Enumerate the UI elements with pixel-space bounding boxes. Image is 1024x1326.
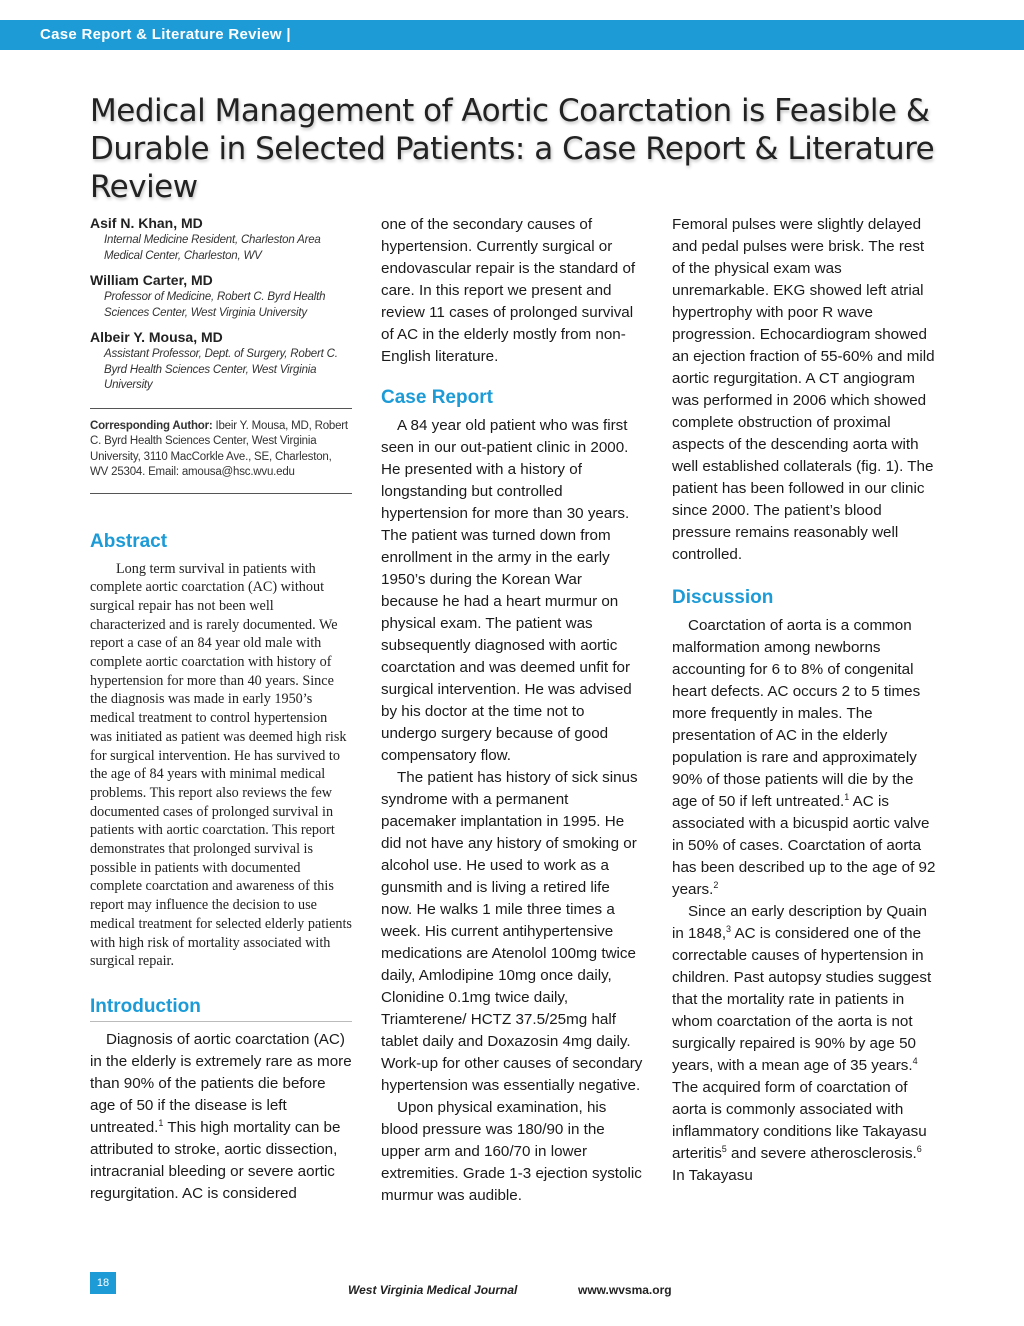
text-run: Diagnosis of aortic coarctation (AC) in the elderly is extremely rare as more than 90% of the patients die before age of 50 if the disease is left untreated. xyxy=(90,1030,352,1136)
abstract-text: Long term survival in patients with complete aortic coarctation (AC) without surgical repair has not been well characterized and is rarely documented. We report a case of an 84 year old male with complete aortic coarctation with history of hypertension for more than 40 years. Since the diagnosis was made in early 1950’s medical treatment to control hypertension was initiated as patient was deemed high risk for surgical intervention. He has survived to the age of 84 years with minimal medical problems. This report also reviews the few documented cases of prolonged survival in patients with aortic coarctation. This report demonstrates that prolonged survival is possible in patients with documented complete coarctation and awareness of this report may influence the decision to use medical treatment for selected elderly patients with high risk of mortality associated with surgical repair. xyxy=(90,560,352,970)
author-block xyxy=(90,328,352,394)
section-label: Case Report & Literature Review | xyxy=(40,26,291,43)
article-title: Medical Management of Aortic Coarctation is Feasible & Durable in Selected Patients: a Case Report & Literature Review xyxy=(90,93,935,205)
column-left xyxy=(90,214,352,1205)
column-middle xyxy=(381,214,643,1207)
author-name: Asif N. Khan, MD xyxy=(90,215,203,231)
text-run: Since an early description by Quain in 1848, xyxy=(672,903,927,942)
case-report-paragraph: A 84 year old patient who was first seen in our out-patient clinic in 2000. He presented with a history of longstanding but controlled hypertension for more than 30 years. The patient was turned down from enrollment in the army in the early 1950’s during the Korean War because he had a heart murmur on physical exam. The patient was subsequently diagnosed with aortic coarctation and was deemed unfit for surgical intervention. He was advised by his doctor at the time not to undergo surgery because of good compensatory flow. xyxy=(381,417,632,764)
discussion-paragraph xyxy=(672,615,938,901)
introduction-paragraph xyxy=(90,1029,352,1205)
corresponding-label: Corresponding Author: xyxy=(90,419,213,432)
author-block xyxy=(90,214,352,264)
reference-marker: 4 xyxy=(912,1055,918,1066)
corresponding-author xyxy=(90,419,352,481)
case-report-paragraph: Upon physical examination, his blood pressure was 180/90 in the upper arm and 160/70 in lower extremities. Grade 1-3 ejection systolic murmur was audible. xyxy=(381,1099,642,1204)
discussion-heading: Discussion xyxy=(672,587,774,608)
corresponding-text: Ibeir Y. Mousa, MD, Robert C. Byrd Health Sciences Center, West Virginia University, 3110 MacCorkle Ave., SE, Charleston, WV 25304. Email: amousa@hsc.wvu.edu xyxy=(90,419,348,478)
author-affiliation: Professor of Medicine, Robert C. Byrd Health Sciences Center, West Virginia University xyxy=(104,291,326,319)
text-run: AC is considered one of the correctable causes of hypertension in children. Past autopsy studies suggest that the mortality rate in patients in whom coarctation of the aorta is not surgically repaired is 90% by age 50 years, with a mean age of 35 years. xyxy=(672,925,932,1074)
reference-marker: 3 xyxy=(726,923,732,934)
author-name: William Carter, MD xyxy=(90,272,213,288)
text-run: and severe atherosclerosis. xyxy=(726,1145,917,1162)
author-name: Albeir Y. Mousa, MD xyxy=(90,329,223,345)
reference-marker: 6 xyxy=(916,1143,922,1154)
introduction-heading: Introduction xyxy=(90,995,352,1022)
text-run: The acquired form of coarctation of aorta is commonly associated with inflammatory conditions like Takayasu arteritis xyxy=(672,1079,927,1162)
reference-marker: 1 xyxy=(844,791,850,802)
reference-marker: 2 xyxy=(713,879,719,890)
section-banner xyxy=(0,20,1024,50)
author-affiliation: Internal Medicine Resident, Charleston Area Medical Center, Charleston, WV xyxy=(104,234,321,262)
divider xyxy=(90,493,352,494)
reference-marker: 5 xyxy=(721,1143,727,1154)
journal-url[interactable]: www.wvsma.org xyxy=(578,1283,672,1297)
column-right xyxy=(672,214,938,1187)
reference-marker: 1 xyxy=(158,1117,164,1128)
discussion-paragraph xyxy=(672,901,938,1187)
page-number: 18 xyxy=(90,1272,116,1294)
divider xyxy=(90,408,352,409)
text-run: In Takayasu xyxy=(672,1167,753,1184)
introduction-paragraph: one of the secondary causes of hypertension. Currently surgical or endovascular repair is the standard of care. In this report we present and review 11 cases of prolonged survival of AC in the elderly mostly from non-English literature. xyxy=(381,216,636,365)
text-run: AC is associated with a bicuspid aortic valve in 50% of cases. Coarctation of aorta has been described up to the age of 92 years. xyxy=(672,793,936,898)
journal-name: West Virginia Medical Journal xyxy=(348,1283,518,1297)
case-report-paragraph: Femoral pulses were slightly delayed and pedal pulses were brisk. The rest of the physical exam was unremarkable. EKG showed left atrial hypertrophy with poor R wave progression. Echocardiogram showed an ejection fraction of 55-60% and mild aortic regurgitation. A CT angiogram was performed in 2006 which showed complete obstruction of proximal aspects of the descending aorta with well established collaterals (fig. 1). The patient has been followed in our clinic since 2000. The patient’s blood pressure remains reasonably well controlled. xyxy=(672,216,935,563)
text-run: This high mortality can be attributed to stroke, aortic dissection, intracranial bleeding or severe aortic regurgitation. AC is considered xyxy=(90,1118,341,1202)
case-report-heading: Case Report xyxy=(381,387,493,408)
text-run: Coarctation of aorta is a common malformation among newborns accounting for 6 to 8% of congenital heart defects. AC occurs 2 to 5 times more frequently in males. The presentation of AC in the elderly population is rare and approximately 90% of those patients will die by the age of 50 if left untreated. xyxy=(672,617,921,810)
author-block xyxy=(90,271,352,321)
case-report-paragraph: The patient has history of sick sinus syndrome with a permanent pacemaker implantation in 1995. He did not have any history of smoking or alcohol use. He used to work as a gunsmith and is living a retired life now. He walks 1 mile three times a week. His current antihypertensive medications are Atenolol 100mg twice daily, Amlodipine 10mg once daily, Clonidine 0.1mg twice daily, Triamterene/ HCTZ 37.5/25mg half tablet daily and Doxazosin 4mg daily. Work-up for other causes of secondary hypertension was essentially negative. xyxy=(381,769,643,1094)
author-affiliation: Assistant Professor, Dept. of Surgery, Robert C. Byrd Health Sciences Center, West Virginia University xyxy=(104,348,338,391)
abstract-heading: Abstract xyxy=(90,530,168,552)
